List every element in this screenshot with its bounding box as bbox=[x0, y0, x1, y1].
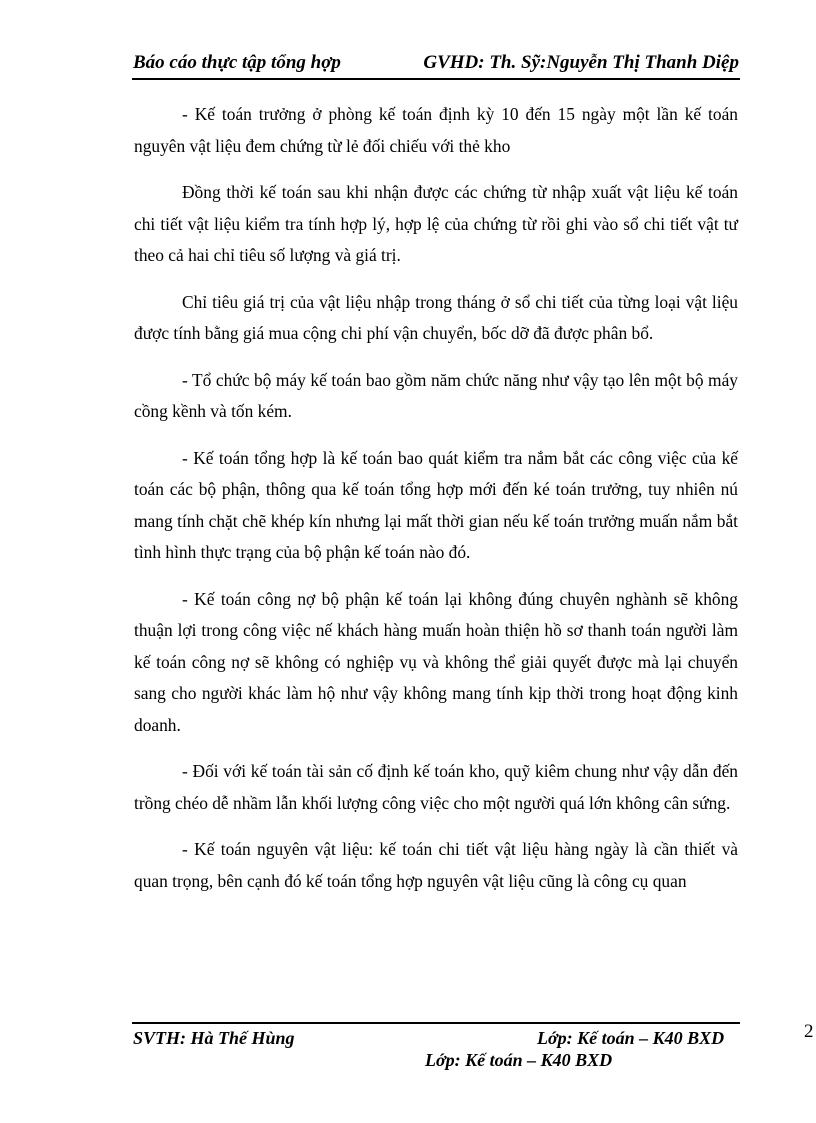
page-number: 2 bbox=[804, 1021, 814, 1042]
paragraph: - Kế toán trưởng ở phòng kế toán định kỳ 10 đến 15 ngày một lần kế toán nguyên vật liệu đem chứng từ lẻ đối chiếu với thẻ kho bbox=[134, 104, 738, 156]
class-label: Lớp: Kế toán – K40 BXD bbox=[537, 1028, 725, 1048]
class-label-duplicate: Lớp: Kế toán – K40 BXD bbox=[425, 1050, 613, 1070]
paragraph: - Kế toán công nợ bộ phận kế toán lại không đúng chuyên nghành sẽ không thuận lợi trong công việc nế khách hàng muấn hoàn thiện hồ sơ thanh toán người làm kế toán công nợ sẽ không có nghiệp vụ và không thể giải quyết được mà lại chuyển sang cho người khác làm hộ như vậy không mang tính kịp thời trong hoạt động kinh doanh. bbox=[134, 588, 738, 735]
student-name: SVTH: Hà Thế Hùng bbox=[133, 1028, 295, 1048]
document-body bbox=[134, 99, 738, 912]
paragraph: - Đối với kế toán tài sản cố định kế toán kho, quỹ kiêm chung như vậy dẫn đến trồng chéo dễ nhầm lẫn khối lượng công việc cho một người quá lớn không cân sứng. bbox=[134, 761, 738, 813]
paragraph: Chỉ tiêu giá trị của vật liệu nhập trong tháng ở sổ chi tiết của từng loại vật liệu được tính bằng giá mua cộng chi phí vận chuyển, bốc dỡ đã được phân bổ. bbox=[134, 291, 738, 343]
footer-rule bbox=[132, 1022, 740, 1024]
report-title: Báo cáo thực tập tổng hợp bbox=[133, 52, 341, 73]
paragraph: - Kế toán tổng hợp là kế toán bao quát kiểm tra nắm bắt các công việc của kế toán các bộ phận, thông qua kế toán tổng hợp mới đến ké toán trưởng, tuy nhiên nú mang tính chặt chẽ khép kín nhưng lại mất thời gian nếu kế toán trưởng muấn nắm bắt tình hình thực trạng của bộ phận kế toán nào đó. bbox=[134, 447, 738, 562]
paragraph: Đồng thời kế toán sau khi nhận được các chứng từ nhập xuất vật liệu kế toán chi tiết vật liệu kiểm tra tính hợp lý, hợp lệ của chứng từ rồi ghi vào sổ chi tiết vật tư theo cả hai chỉ tiêu số lượng và giá trị. bbox=[134, 182, 738, 265]
paragraph: - Kế toán nguyên vật liệu: kế toán chi tiết vật liệu hàng ngày là cần thiết và quan trọng, bên cạnh đó kế toán tổng hợp nguyên vật liệu cũng là công cụ quan bbox=[134, 839, 738, 891]
supervisor-name: GVHD: Th. Sỹ:Nguyễn Thị Thanh Diệp bbox=[423, 52, 739, 73]
header-rule bbox=[132, 78, 740, 80]
page-header bbox=[133, 51, 739, 75]
paragraph: - Tổ chức bộ máy kế toán bao gồm năm chức năng như vậy tạo lên một bộ máy cồng kềnh và tốn kém. bbox=[134, 369, 738, 421]
